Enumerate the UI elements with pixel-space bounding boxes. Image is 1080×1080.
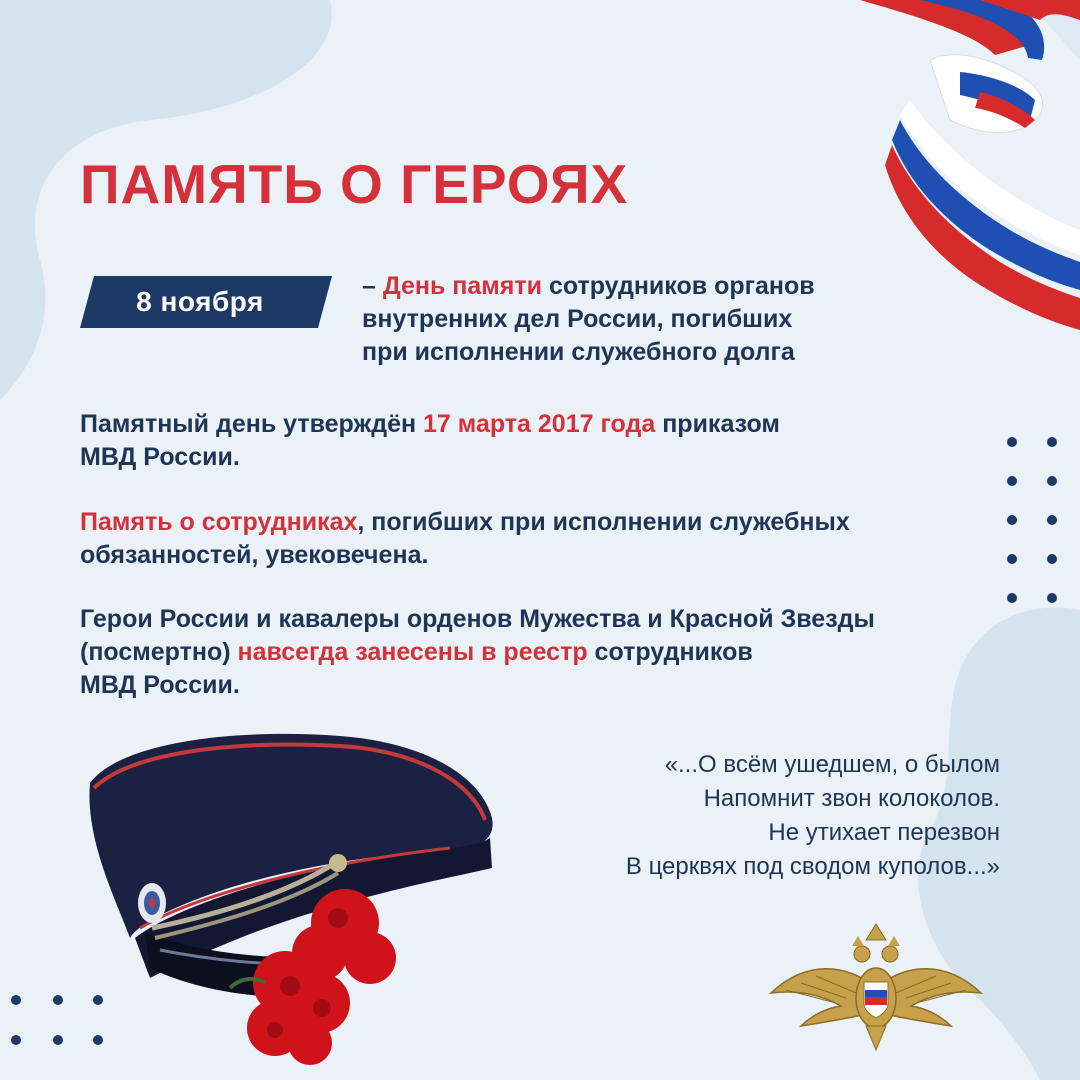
p1-date-highlight: 17 марта 2017 года <box>423 410 656 438</box>
paragraph-memory <box>80 506 1010 572</box>
page-title: ПАМЯТЬ О ГЕРОЯХ <box>80 153 629 215</box>
intro-highlight: День памяти <box>382 272 542 300</box>
p3-line1: Герои России и кавалеры орденов Мужества и Красной Звезды <box>80 605 875 633</box>
p3-before2: (посмертно) <box>80 638 238 666</box>
p1-after: приказом <box>655 410 780 438</box>
intro-line1-rest: сотрудников органов <box>542 272 815 300</box>
intro-line2: внутренних дел России, погибших <box>362 305 793 333</box>
intro-text <box>362 270 982 369</box>
p2-after: , погибших при исполнении служебных <box>357 508 850 536</box>
poem-quote <box>626 748 1000 884</box>
p2-highlight: Память о сотрудниках <box>80 508 358 536</box>
p3-highlight: навсегда занесены в реестр <box>237 638 588 666</box>
poem-line-1: «...О всём ушедшем, о былом <box>664 751 1000 778</box>
paragraph-approval <box>80 408 980 474</box>
poem-line-3: Не утихает перезвон <box>768 819 1000 846</box>
intro-dash: – <box>362 272 383 300</box>
date-badge <box>80 276 332 328</box>
poem-line-2: Напомнит звон колоколов. <box>703 785 1000 812</box>
intro-line3: при исполнении служебного долга <box>362 338 795 366</box>
dots-decoration-right <box>1000 430 1070 610</box>
p3-line3: МВД России. <box>80 671 240 699</box>
p2-line2: обязанностей, увековечена. <box>80 541 429 569</box>
date-badge-text: 8 ноября <box>136 286 264 317</box>
p1-line2: МВД России. <box>80 443 240 471</box>
poem-line-4: В церквях под сводом куполов...» <box>625 853 1000 880</box>
p1-before: Памятный день утверждён <box>80 410 424 438</box>
police-cap-icon <box>80 728 500 1068</box>
mvd-emblem-icon <box>766 918 986 1053</box>
paragraph-heroes <box>80 603 1010 702</box>
p3-after2: сотрудников <box>587 638 753 666</box>
